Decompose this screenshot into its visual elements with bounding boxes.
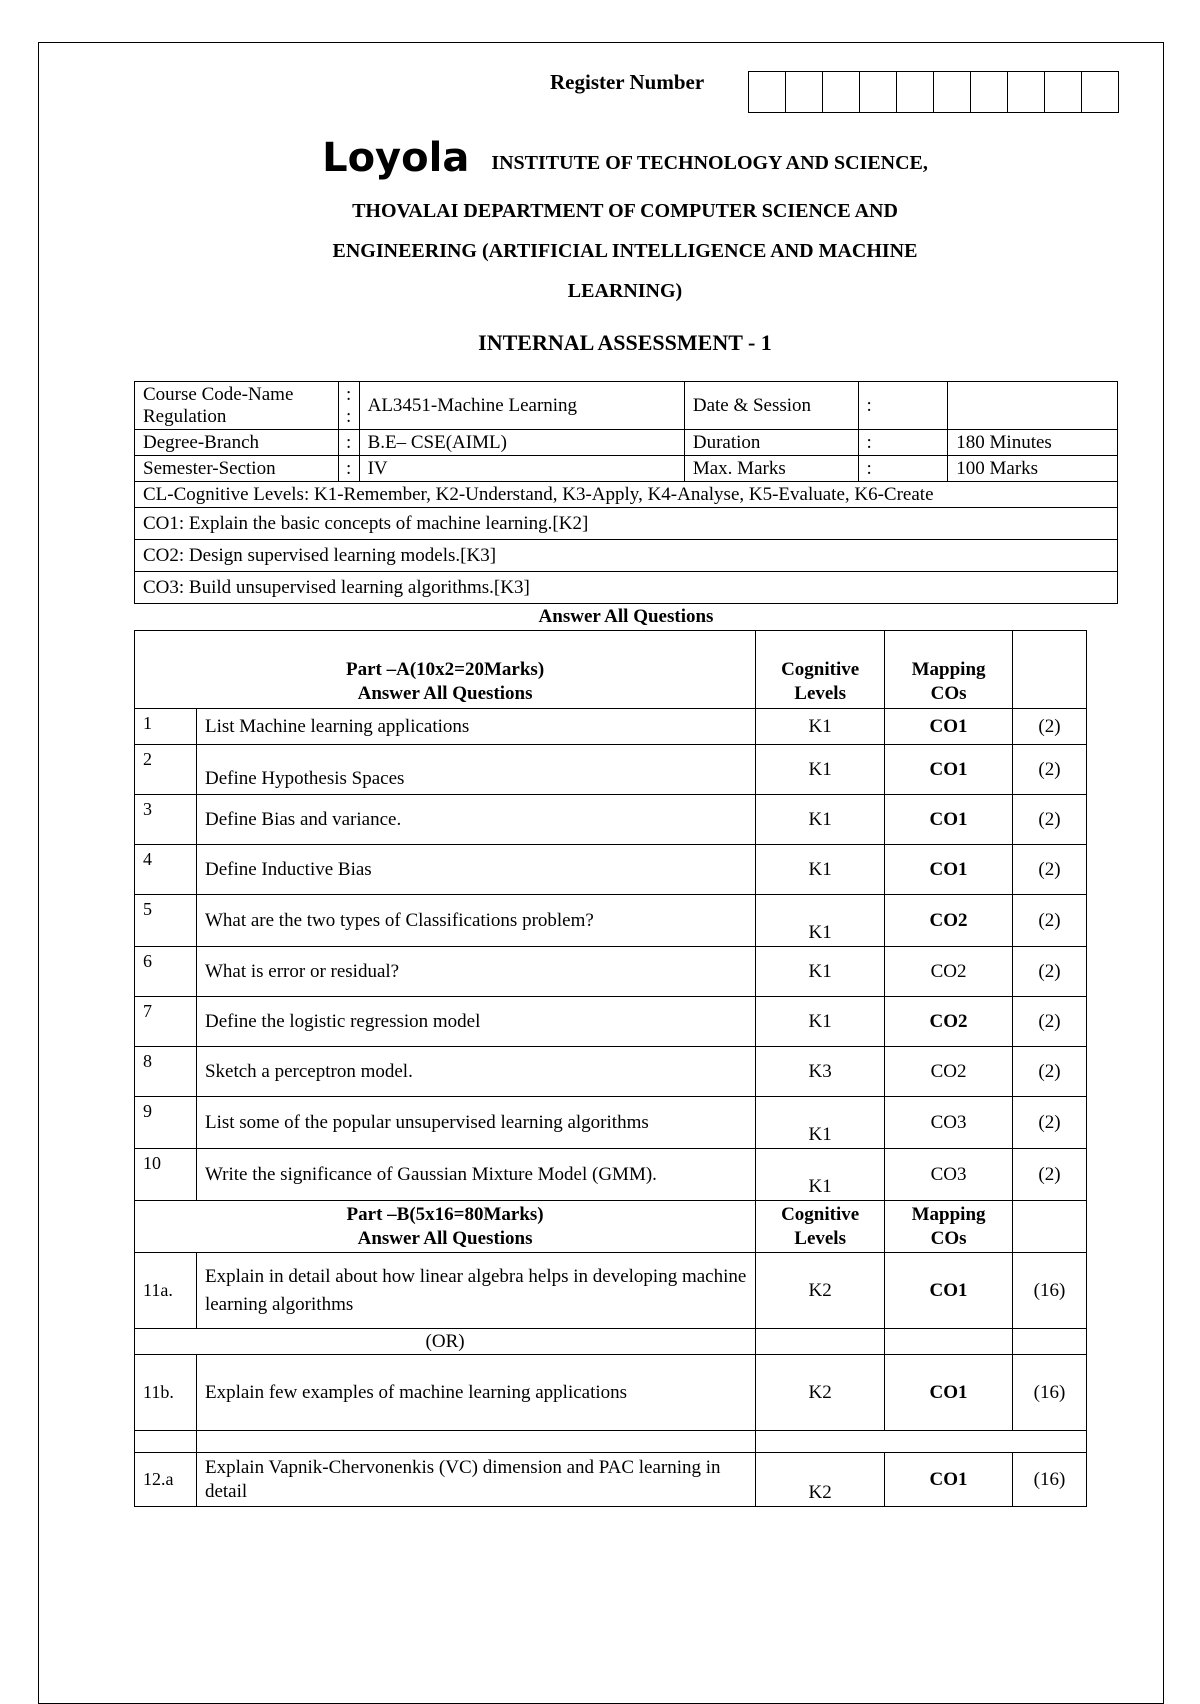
table-row: 7 Define the logistic regression model K1 CO2 (2) [135,997,1087,1047]
question-marks: (2) [1013,709,1087,745]
or-separator: (OR) [135,1329,756,1355]
course-outcome: CO2 [885,947,1013,997]
question-number: 11b. [135,1355,197,1431]
marks-header [1013,1201,1087,1253]
cognitive-level: K1 [756,795,885,845]
table-row: 5 What are the two types of Classifications problem? K1 CO2 (2) [135,895,1087,947]
table-row [135,1253,1087,1329]
empty-cell [1013,1431,1087,1453]
marks-header [1013,631,1087,709]
course-outcome: CO1 [885,795,1013,845]
duration-label: Duration [684,430,858,456]
colon: : [338,456,359,482]
question-marks: (16) [1013,1355,1087,1431]
answer-all-heading: Answer All Questions [538,606,714,627]
course-code-label: Course Code-Name Regulation [135,382,339,430]
max-marks-value: 100 Marks [948,456,1118,482]
question-marks: (2) [1013,1149,1087,1201]
question-text: What is error or residual? [196,947,755,997]
question-text: Explain in detail about how linear algebra helps in developing machine learning algorithms [196,1253,755,1329]
table-row: 8 Sketch a perceptron model. K3 CO2 (2) [135,1047,1087,1097]
table-row: 9 List some of the popular unsupervised learning algorithms K1 CO3 (2) [135,1097,1087,1149]
cognitive-level: K2 [756,1453,885,1507]
empty-cell [885,1329,1013,1355]
course-outcome: CO2 [885,895,1013,947]
question-text: Write the significance of Gaussian Mixture Model (GMM). [196,1149,755,1201]
cognitive-levels-header: Cognitive Levels [756,631,885,709]
question-marks: (2) [1013,895,1087,947]
table-row: 4 Define Inductive Bias K1 CO1 (2) [135,845,1087,895]
course-outcome: CO1 [885,1355,1013,1431]
colon: : : [338,382,359,430]
question-text: Define Inductive Bias [196,845,755,895]
part-b-heading: Part –B(5x16=80Marks) Answer All Questions [135,1201,756,1253]
course-outcome-co1: CO1: Explain the basic concepts of machine learning.[K2] [135,508,1118,540]
table-row: 3 Define Bias and variance. K1 CO1 (2) [135,795,1087,845]
table-row: 1 List Machine learning applications K1 CO1 (2) [135,709,1087,745]
cognitive-levels-legend: CL-Cognitive Levels: K1-Remember, K2-Understand, K3-Apply, K4-Analyse, K5-Evaluate, K6-Create [135,482,1118,508]
table-row: 2 Define Hypothesis Spaces K1 CO1 (2) [135,745,1087,795]
table-row [135,1453,1087,1507]
course-outcome-co3: CO3: Build unsupervised learning algorithms.[K3] [135,572,1118,604]
cognitive-level: K1 [756,709,885,745]
register-digit-box[interactable] [823,72,860,112]
register-digit-box[interactable] [786,72,823,112]
register-digit-box[interactable] [1008,72,1045,112]
question-text: Sketch a perceptron model. [196,1047,755,1097]
course-outcome: CO1 [885,845,1013,895]
course-outcome: CO1 [885,1453,1013,1507]
cognitive-level: K1 [756,895,885,947]
question-marks: (16) [1013,1453,1087,1507]
question-marks: (2) [1013,997,1087,1047]
part-a-heading: Part –A(10x2=20Marks) Answer All Questions [135,631,756,709]
register-digit-box[interactable] [749,72,786,112]
institution-name-line3: ENGINEERING (ARTIFICIAL INTELLIGENCE AND MACHINE [332,240,918,262]
register-digit-box[interactable] [860,72,897,112]
cognitive-level: K3 [756,1047,885,1097]
date-session-value [948,382,1118,430]
mapping-cos-header: Mapping COs [885,631,1013,709]
register-digit-box[interactable] [934,72,971,112]
question-text: Explain Vapnik-Chervonenkis (VC) dimension and PAC learning in detail [196,1453,755,1507]
duration-value: 180 Minutes [948,430,1118,456]
institution-name-line4: LEARNING) [567,280,683,302]
cognitive-level: K1 [756,1149,885,1201]
empty-cell [756,1431,885,1453]
register-digit-box[interactable] [897,72,934,112]
question-marks: (2) [1013,795,1087,845]
date-session-label: Date & Session [684,382,858,430]
colon: : [858,382,948,430]
table-row: 10 Write the significance of Gaussian Mixture Model (GMM). K1 CO3 (2) [135,1149,1087,1201]
course-outcome: CO1 [885,1253,1013,1329]
register-number-boxes[interactable] [748,71,1119,113]
question-marks: (2) [1013,745,1087,795]
register-digit-box[interactable] [971,72,1008,112]
question-text: What are the two types of Classifications problem? [196,895,755,947]
semester-section-label: Semester-Section [135,456,339,482]
cognitive-level: K1 [756,997,885,1047]
course-outcome: CO2 [885,997,1013,1047]
degree-branch-value: B.E– CSE(AIML) [359,430,684,456]
table-row [135,1329,1087,1355]
empty-cell [196,1431,755,1453]
empty-cell [756,1329,885,1355]
question-text: Explain few examples of machine learning applications [196,1355,755,1431]
cognitive-level: K1 [756,745,885,795]
questions-table [134,630,1087,1507]
question-text: List some of the popular unsupervised learning algorithms [196,1097,755,1149]
course-info-table [134,381,1118,604]
mapping-cos-header: Mapping COs [885,1201,1013,1253]
course-outcome: CO3 [885,1149,1013,1201]
institution-name-line1: INSTITUTE OF TECHNOLOGY AND SCIENCE, [491,152,928,174]
cognitive-level: K2 [756,1253,885,1329]
table-row [135,1431,1087,1453]
question-text: Define Bias and variance. [196,795,755,845]
question-text: Define the logistic regression model [196,997,755,1047]
question-marks: (16) [1013,1253,1087,1329]
table-row [135,1355,1087,1431]
cognitive-level: K1 [756,845,885,895]
empty-cell [885,1431,1013,1453]
question-text: Define Hypothesis Spaces [196,745,755,795]
table-row: 6 What is error or residual? K1 CO2 (2) [135,947,1087,997]
semester-section-value: IV [359,456,684,482]
course-outcome: CO2 [885,1047,1013,1097]
institution-name-line2: THOVALAI DEPARTMENT OF COMPUTER SCIENCE AND [352,200,898,222]
institution-header [150,132,1100,311]
register-digit-box[interactable] [1082,72,1119,112]
degree-branch-label: Degree-Branch [135,430,339,456]
colon: : [858,430,948,456]
register-digit-box[interactable] [1045,72,1082,112]
cognitive-level: K2 [756,1355,885,1431]
question-text: List Machine learning applications [196,709,755,745]
assessment-title: INTERNAL ASSESSMENT - 1 [478,330,772,355]
course-outcome: CO1 [885,709,1013,745]
question-marks: (2) [1013,845,1087,895]
empty-cell [135,1431,197,1453]
course-outcome-co2: CO2: Design supervised learning models.[K3] [135,540,1118,572]
colon: : [858,456,948,482]
colon: : [338,430,359,456]
cognitive-level: K1 [756,1097,885,1149]
question-marks: (2) [1013,947,1087,997]
course-outcome: CO3 [885,1097,1013,1149]
empty-cell [1013,1329,1087,1355]
question-marks: (2) [1013,1097,1087,1149]
max-marks-label: Max. Marks [684,456,858,482]
cognitive-levels-header: Cognitive Levels [756,1201,885,1253]
register-number-label: Register Number [550,70,705,94]
question-number: 11a. [135,1253,197,1329]
course-outcome: CO1 [885,745,1013,795]
question-number: 12.a [135,1453,197,1507]
course-code-value: AL3451-Machine Learning [359,382,684,430]
institution-logo: Loyola [322,135,470,181]
question-marks: (2) [1013,1047,1087,1097]
cognitive-level: K1 [756,947,885,997]
